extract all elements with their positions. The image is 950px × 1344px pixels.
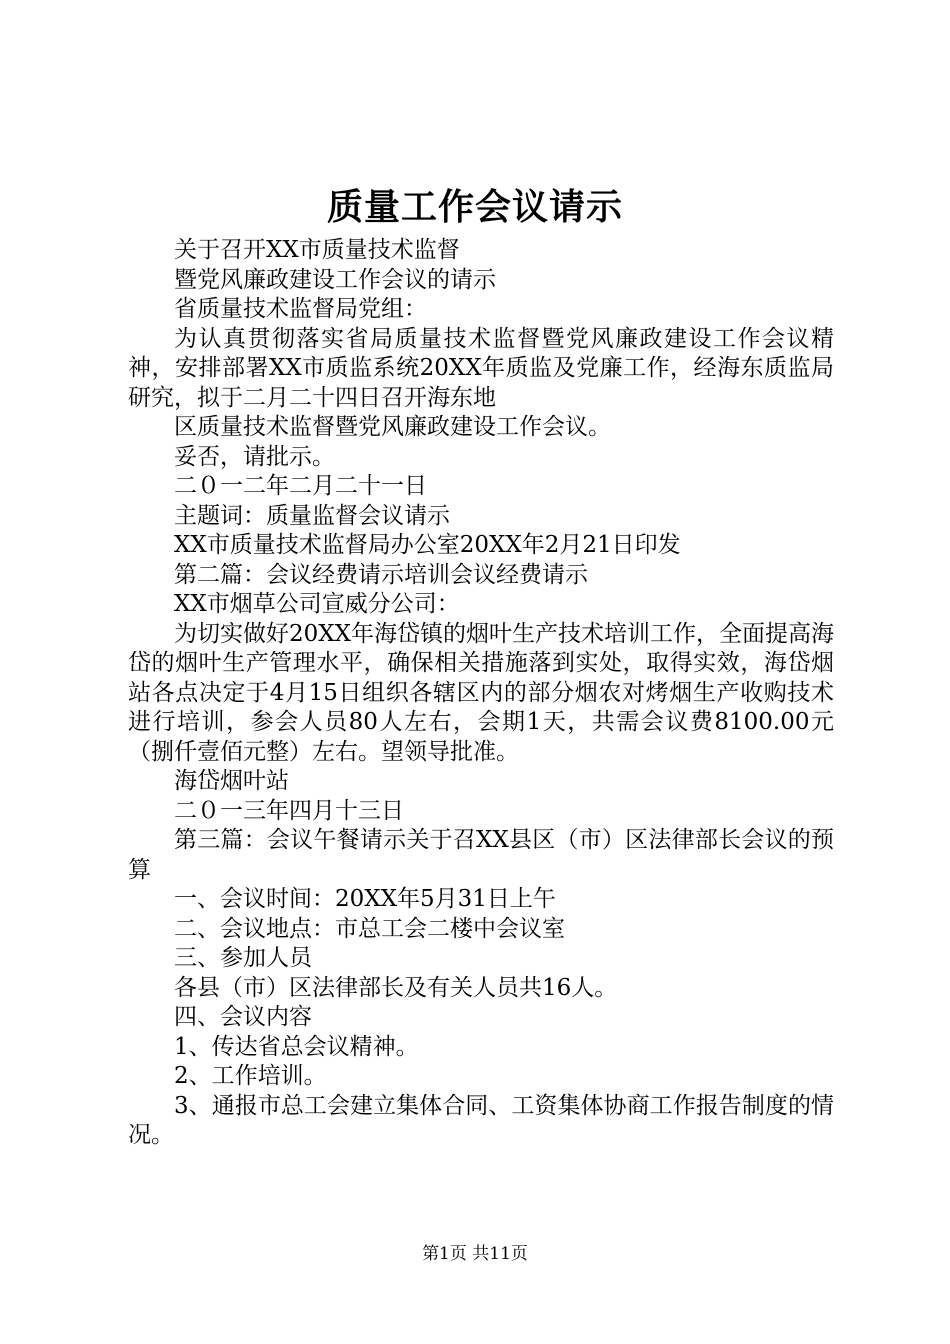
paragraph: 暨党风廉政建设工作会议的请示 <box>174 266 496 293</box>
paragraph: XX市烟草公司宣威分公司： <box>174 591 460 617</box>
paragraph: 关于召开XX市质量技术监督 <box>174 237 460 263</box>
paragraph: 1、传达省总会议精神。 <box>174 1033 419 1060</box>
paragraph: 区质量技术监督暨党风廉政建设工作会议。 <box>174 414 611 440</box>
paragraph: 第三篇：会议午餐请示关于召XX县区（市）区法律部长会议的预算 <box>128 827 834 883</box>
paragraph: 主题词：质量监督会议请示 <box>174 502 450 529</box>
paragraph: 为认真贯彻落实省局质量技术监督暨党风廉政建设工作会议精神，安排部署XX市质监系统20XX年质监及党廉工作，经海东质监局研究，拟于二月二十四日召开海东地 <box>128 325 834 411</box>
paragraph: 省质量技术监督局党组： <box>174 296 427 322</box>
paragraph: 二０一三年四月十三日 <box>174 797 404 824</box>
paragraph: 二、会议地点：市总工会二楼中会议室 <box>174 915 565 942</box>
document-body <box>128 236 834 1151</box>
paragraph: 海岱烟叶站 <box>174 768 289 794</box>
paragraph: 二０一二年二月二十一日 <box>174 473 427 499</box>
page-footer <box>0 1242 950 1266</box>
paragraph: 第二篇：会议经费请示培训会议经费请示 <box>174 561 588 588</box>
paragraph: 三、参加人员 <box>174 945 312 971</box>
document-title: 质量工作会议请示 <box>326 186 623 228</box>
paragraph: 3、通报市总工会建立集体合同、工资集体协商工作报告制度的情况。 <box>128 1092 834 1148</box>
paragraph: 2、工作培训。 <box>174 1063 327 1089</box>
paragraph: 各县（市）区法律部长及有关人员共16人。 <box>174 974 618 1001</box>
paragraph: 为切实做好20XX年海岱镇的烟叶生产技术培训工作，全面提高海岱的烟叶生产管理水平，确保相关措施落到实处，取得实效，海岱烟站各点决定于4月15日组织各辖区内的部分烟农对烤烟生产收购技术进行培训，参会人员80人左右，会期1天，共需会议费8100.00元（捌仟壹佰元整）左右。望领导批准。 <box>128 620 835 765</box>
paragraph: 一、会议时间：20XX年5月31日上午 <box>174 886 556 912</box>
page-number-label: 第1页 共11页 <box>422 1244 528 1264</box>
paragraph: XX市质量技术监督局办公室20XX年2月21日印发 <box>174 532 681 558</box>
paragraph: 妥否，请批示。 <box>174 443 335 470</box>
paragraph: 四、会议内容 <box>174 1004 312 1030</box>
